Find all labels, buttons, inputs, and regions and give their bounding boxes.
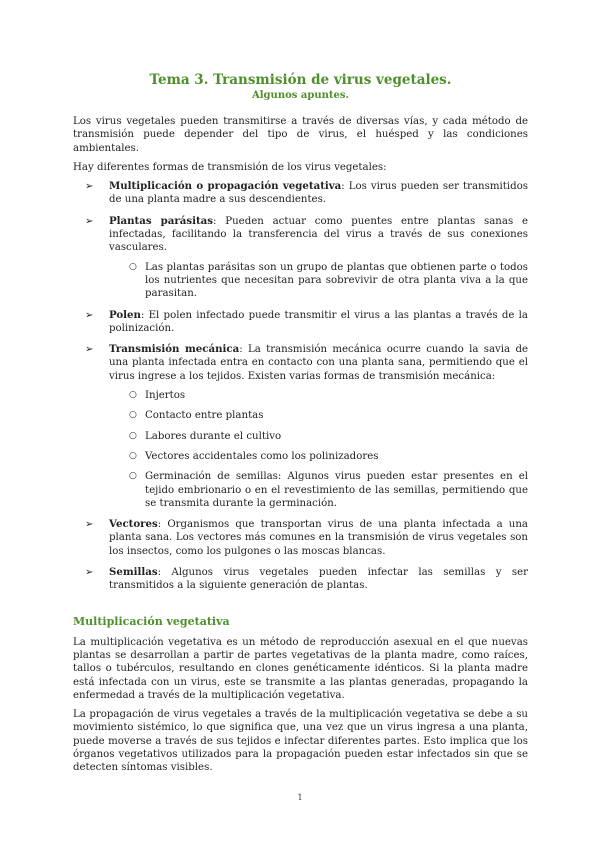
circle-icon: ○: [129, 430, 137, 441]
page-number: 1: [297, 793, 303, 802]
bullet-term: Transmisión mecánica: [109, 343, 240, 356]
section-heading: Multiplicación vegetativa: [73, 614, 230, 628]
sub-list-item: [109, 430, 528, 443]
mechanical-sublist: [109, 389, 528, 510]
list-item: [73, 309, 528, 336]
list-item: [73, 180, 528, 207]
sub-list-item: [109, 409, 528, 422]
bullet-term: Plantas parásitas: [109, 214, 214, 227]
sub-item-text: Contacto entre plantas: [145, 410, 264, 422]
arrow-head-icon: ➢: [85, 567, 94, 579]
sub-item-text: Injertos: [145, 390, 186, 402]
bullet-text: : Organismos que transportan virus de una planta infectada a una planta sana. Los vectores más comunes en la transmisión de virus vegetales son los insectos, como los pulgones o las moscas blancas.: [109, 519, 528, 557]
sub-item-text: Germinación de semillas: Algunos virus pueden estar presentes en el tejido embrionario o en el revestimiento de las semillas, permitiendo que se transmita durante la germinación.: [145, 471, 528, 509]
parasitic-sublist: [109, 261, 528, 301]
sub-list-item: [109, 450, 528, 463]
bullet-term: Polen: [109, 308, 141, 321]
bullet-term: Vectores: [109, 518, 158, 531]
document-page: [73, 72, 528, 781]
bullet-text: : Pueden actuar como puentes entre plantas sanas e infectadas, facilitando la transferencia del virus a través de sus conexiones vasculares.: [109, 215, 528, 254]
circle-icon: ○: [129, 410, 137, 421]
bullet-text: : Algunos virus vegetales pueden infectar las semillas y ser transmitidos a la siguiente generación de plantas.: [109, 567, 528, 592]
section-paragraph: La multiplicación vegetativa es un método de reproducción asexual en el que nuevas plantas se desarrollan a partir de partes vegetativas de la planta madre, como raíces, tallos o tubérculos, resultando en clones genéticamente idénticos. Si la planta madre está infectada con un virus, este se transmite a las plantas generadas, propagando la enfermedad a través de la multiplicación vegetativa.: [73, 636, 528, 701]
arrow-head-icon: ➢: [85, 215, 94, 227]
arrow-head-icon: ➢: [85, 309, 94, 321]
list-item: [73, 518, 528, 558]
arrow-head-icon: ➢: [85, 181, 94, 193]
intro-paragraph: Los virus vegetales pueden transmitirse a través de diversas vías, y cada método de transmisión puede depender del tipo de virus, el huésped y las condiciones ambientales.: [73, 116, 528, 154]
sub-list-item: [109, 261, 528, 301]
bullet-text: : El polen infectado puede transmitir el virus a las plantas a través de la polinización.: [109, 309, 528, 334]
circle-icon: ○: [129, 261, 137, 272]
section-paragraph: La propagación de virus vegetales a través de la multiplicación vegetativa se debe a su movimiento sistémico, lo que significa que, una vez que un virus ingresa a una planta, puede moverse a través de sus tejidos e infectar diferentes partes. Esto implica que los órganos vegetativos utilizados para la propagación pueden estar infectados sin que se detecten síntomas visibles.: [73, 709, 528, 774]
arrow-head-icon: ➢: [85, 519, 94, 531]
document-subtitle: Algunos apuntes.: [252, 90, 349, 101]
sub-item-text: Labores durante el cultivo: [145, 430, 282, 442]
transmission-list: [73, 180, 528, 592]
bullet-text: : La transmisión mecánica ocurre cuando la savia de una planta infectada entra en contacto con una planta sana, permitiendo que el virus ingrese a los tejidos. Existen varias formas de transmisión mecánica:: [109, 344, 528, 382]
circle-icon: ○: [129, 471, 137, 482]
document-title: Tema 3. Transmisión de virus vegetales.: [149, 72, 452, 88]
bullet-term: Multiplicación o propagación vegetativa: [109, 180, 342, 193]
circle-icon: ○: [129, 450, 137, 461]
forms-intro-paragraph: Hay diferentes formas de transmisión de los virus vegetales:: [73, 161, 387, 173]
sub-list-item: [109, 389, 528, 402]
list-item: [73, 343, 528, 510]
sub-list-item: [109, 470, 528, 510]
sub-item-text: Las plantas parásitas son un grupo de plantas que obtienen parte o todos los nutrientes que necesitan para sobrevivir de otra planta viva a la que parasitan.: [145, 261, 528, 300]
circle-icon: ○: [129, 390, 137, 401]
sub-item-text: Vectores accidentales como los polinizadores: [145, 450, 379, 462]
list-item: [73, 215, 528, 301]
list-item: [73, 566, 528, 593]
arrow-head-icon: ➢: [85, 344, 94, 356]
bullet-term: Semillas: [109, 566, 158, 579]
bullet-text: : Los virus pueden ser transmitidos de una planta madre a sus descendientes.: [109, 181, 528, 206]
